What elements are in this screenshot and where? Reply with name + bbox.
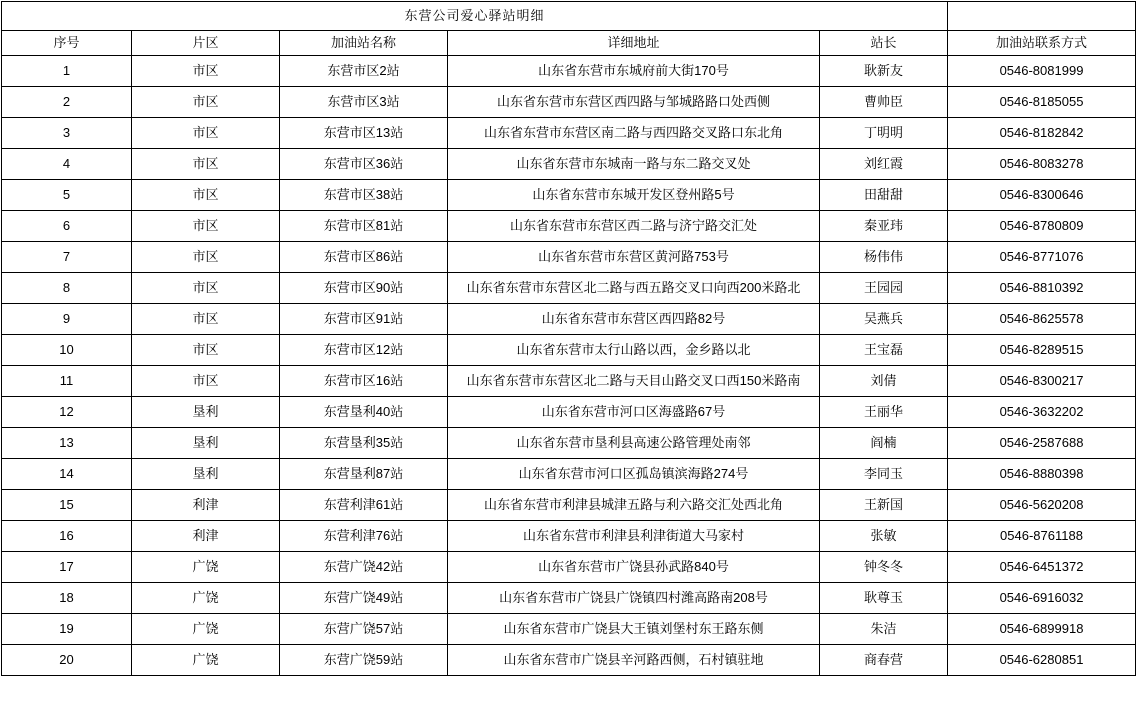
cell-address: 山东省东营市广饶县孙武路840号 [448,552,820,583]
cell-address: 山东省东营市东营区西四路与邹城路路口处西侧 [448,87,820,118]
cell-manager: 阎楠 [820,428,948,459]
cell-station-name: 东营广饶42站 [280,552,448,583]
cell-manager: 王新国 [820,490,948,521]
cell-manager: 曹帅臣 [820,87,948,118]
cell-index: 15 [2,490,132,521]
cell-address: 山东省东营市利津县城津五路与利六路交汇处西北角 [448,490,820,521]
cell-phone: 0546-8300217 [948,366,1136,397]
cell-manager: 杨伟伟 [820,242,948,273]
cell-station-name: 东营市区38站 [280,180,448,211]
cell-index: 11 [2,366,132,397]
cell-address: 山东省东营市东营区北二路与天目山路交叉口西150米路南 [448,366,820,397]
cell-manager: 秦亚玮 [820,211,948,242]
cell-area: 市区 [132,149,280,180]
cell-area: 广饶 [132,552,280,583]
cell-phone: 0546-6451372 [948,552,1136,583]
column-header-phone: 加油站联系方式 [948,31,1136,56]
cell-manager: 田甜甜 [820,180,948,211]
cell-station-name: 东营利津61站 [280,490,448,521]
cell-manager: 张敏 [820,521,948,552]
cell-station-name: 东营垦利87站 [280,459,448,490]
cell-phone: 0546-5620208 [948,490,1136,521]
cell-address: 山东省东营市广饶县广饶镇四村潍高路南208号 [448,583,820,614]
cell-station-name: 东营市区2站 [280,56,448,87]
table-row [2,552,1136,583]
cell-address: 山东省东营市广饶县辛河路西侧，石村镇驻地 [448,645,820,676]
cell-station-name: 东营市区90站 [280,273,448,304]
cell-manager: 钟冬冬 [820,552,948,583]
cell-address: 山东省东营市利津县利津街道大马家村 [448,521,820,552]
cell-phone: 0546-8083278 [948,149,1136,180]
cell-address: 山东省东营市东营区西二路与济宁路交汇处 [448,211,820,242]
cell-area: 市区 [132,242,280,273]
cell-address: 山东省东营市东营区北二路与西五路交叉口向西200米路北 [448,273,820,304]
column-header-address: 详细地址 [448,31,820,56]
table-row [2,521,1136,552]
table-header-row [2,31,1136,56]
cell-index: 1 [2,56,132,87]
table-row [2,335,1136,366]
cell-station-name: 东营市区3站 [280,87,448,118]
cell-station-name: 东营市区13站 [280,118,448,149]
cell-manager: 王宝磊 [820,335,948,366]
cell-phone: 0546-6899918 [948,614,1136,645]
table-row [2,149,1136,180]
spreadsheet-sheet [0,1,1136,676]
cell-station-name: 东营广饶57站 [280,614,448,645]
cell-station-name: 东营市区36站 [280,149,448,180]
cell-address: 山东省东营市垦利县高速公路管理处南邻 [448,428,820,459]
table-row [2,304,1136,335]
table-row [2,397,1136,428]
cell-index: 7 [2,242,132,273]
table-row [2,366,1136,397]
cell-area: 市区 [132,56,280,87]
table-row [2,211,1136,242]
cell-index: 8 [2,273,132,304]
column-header-area: 片区 [132,31,280,56]
cell-index: 12 [2,397,132,428]
cell-area: 广饶 [132,614,280,645]
cell-area: 市区 [132,87,280,118]
cell-index: 4 [2,149,132,180]
cell-phone: 0546-8185055 [948,87,1136,118]
cell-index: 14 [2,459,132,490]
cell-address: 山东省东营市东城开发区登州路5号 [448,180,820,211]
cell-index: 20 [2,645,132,676]
cell-manager: 丁明明 [820,118,948,149]
cell-phone: 0546-6280851 [948,645,1136,676]
cell-phone: 0546-8289515 [948,335,1136,366]
title-row [2,2,1136,31]
cell-station-name: 东营市区81站 [280,211,448,242]
cell-index: 13 [2,428,132,459]
cell-manager: 耿尊玉 [820,583,948,614]
table-row [2,583,1136,614]
cell-area: 市区 [132,273,280,304]
cell-manager: 耿新友 [820,56,948,87]
cell-address: 山东省东营市广饶县大王镇刘堡村东王路东侧 [448,614,820,645]
table-row [2,118,1136,149]
cell-manager: 李同玉 [820,459,948,490]
table-row [2,614,1136,645]
title-blank-cell [948,2,1136,31]
cell-manager: 刘红霞 [820,149,948,180]
cell-station-name: 东营广饶59站 [280,645,448,676]
table-row [2,56,1136,87]
cell-index: 19 [2,614,132,645]
cell-address: 山东省东营市东城府前大街170号 [448,56,820,87]
cell-phone: 0546-8761188 [948,521,1136,552]
cell-manager: 王丽华 [820,397,948,428]
column-header-station-name: 加油站名称 [280,31,448,56]
cell-station-name: 东营市区12站 [280,335,448,366]
cell-area: 垦利 [132,428,280,459]
cell-address: 山东省东营市东城南一路与东二路交叉处 [448,149,820,180]
cell-address: 山东省东营市河口区海盛路67号 [448,397,820,428]
cell-area: 市区 [132,180,280,211]
cell-area: 垦利 [132,397,280,428]
cell-address: 山东省东营市太行山路以西，金乡路以北 [448,335,820,366]
cell-index: 3 [2,118,132,149]
cell-area: 垦利 [132,459,280,490]
cell-station-name: 东营垦利40站 [280,397,448,428]
cell-index: 2 [2,87,132,118]
cell-area: 市区 [132,211,280,242]
cell-phone: 0546-8625578 [948,304,1136,335]
cell-phone: 0546-8081999 [948,56,1136,87]
cell-phone: 0546-3632202 [948,397,1136,428]
cell-index: 16 [2,521,132,552]
cell-phone: 0546-2587688 [948,428,1136,459]
table-row [2,645,1136,676]
cell-manager: 刘倩 [820,366,948,397]
cell-phone: 0546-8880398 [948,459,1136,490]
station-table [1,1,1136,676]
table-row [2,490,1136,521]
table-row [2,242,1136,273]
cell-index: 6 [2,211,132,242]
cell-station-name: 东营市区91站 [280,304,448,335]
table-row [2,87,1136,118]
table-row [2,428,1136,459]
column-header-manager: 站长 [820,31,948,56]
cell-manager: 朱洁 [820,614,948,645]
cell-address: 山东省东营市东营区西四路82号 [448,304,820,335]
cell-phone: 0546-8771076 [948,242,1136,273]
cell-area: 广饶 [132,583,280,614]
cell-area: 市区 [132,366,280,397]
cell-phone: 0546-6916032 [948,583,1136,614]
cell-station-name: 东营市区16站 [280,366,448,397]
cell-index: 17 [2,552,132,583]
cell-index: 18 [2,583,132,614]
cell-station-name: 东营利津76站 [280,521,448,552]
table-row [2,273,1136,304]
column-header-index: 序号 [2,31,132,56]
cell-area: 广饶 [132,645,280,676]
cell-phone: 0546-8810392 [948,273,1136,304]
cell-area: 市区 [132,304,280,335]
cell-address: 山东省东营市河口区孤岛镇滨海路274号 [448,459,820,490]
cell-address: 山东省东营市东营区黄河路753号 [448,242,820,273]
table-row [2,459,1136,490]
cell-area: 利津 [132,490,280,521]
cell-phone: 0546-8300646 [948,180,1136,211]
cell-phone: 0546-8780809 [948,211,1136,242]
cell-address: 山东省东营市东营区南二路与西四路交叉路口东北角 [448,118,820,149]
cell-station-name: 东营垦利35站 [280,428,448,459]
cell-area: 市区 [132,118,280,149]
cell-manager: 商春营 [820,645,948,676]
cell-index: 10 [2,335,132,366]
cell-manager: 吴燕兵 [820,304,948,335]
table-row [2,180,1136,211]
cell-manager: 王园园 [820,273,948,304]
cell-area: 利津 [132,521,280,552]
cell-area: 市区 [132,335,280,366]
document-title: 东营公司爱心驿站明细 [2,2,948,31]
cell-index: 5 [2,180,132,211]
cell-phone: 0546-8182842 [948,118,1136,149]
cell-station-name: 东营广饶49站 [280,583,448,614]
cell-index: 9 [2,304,132,335]
cell-station-name: 东营市区86站 [280,242,448,273]
